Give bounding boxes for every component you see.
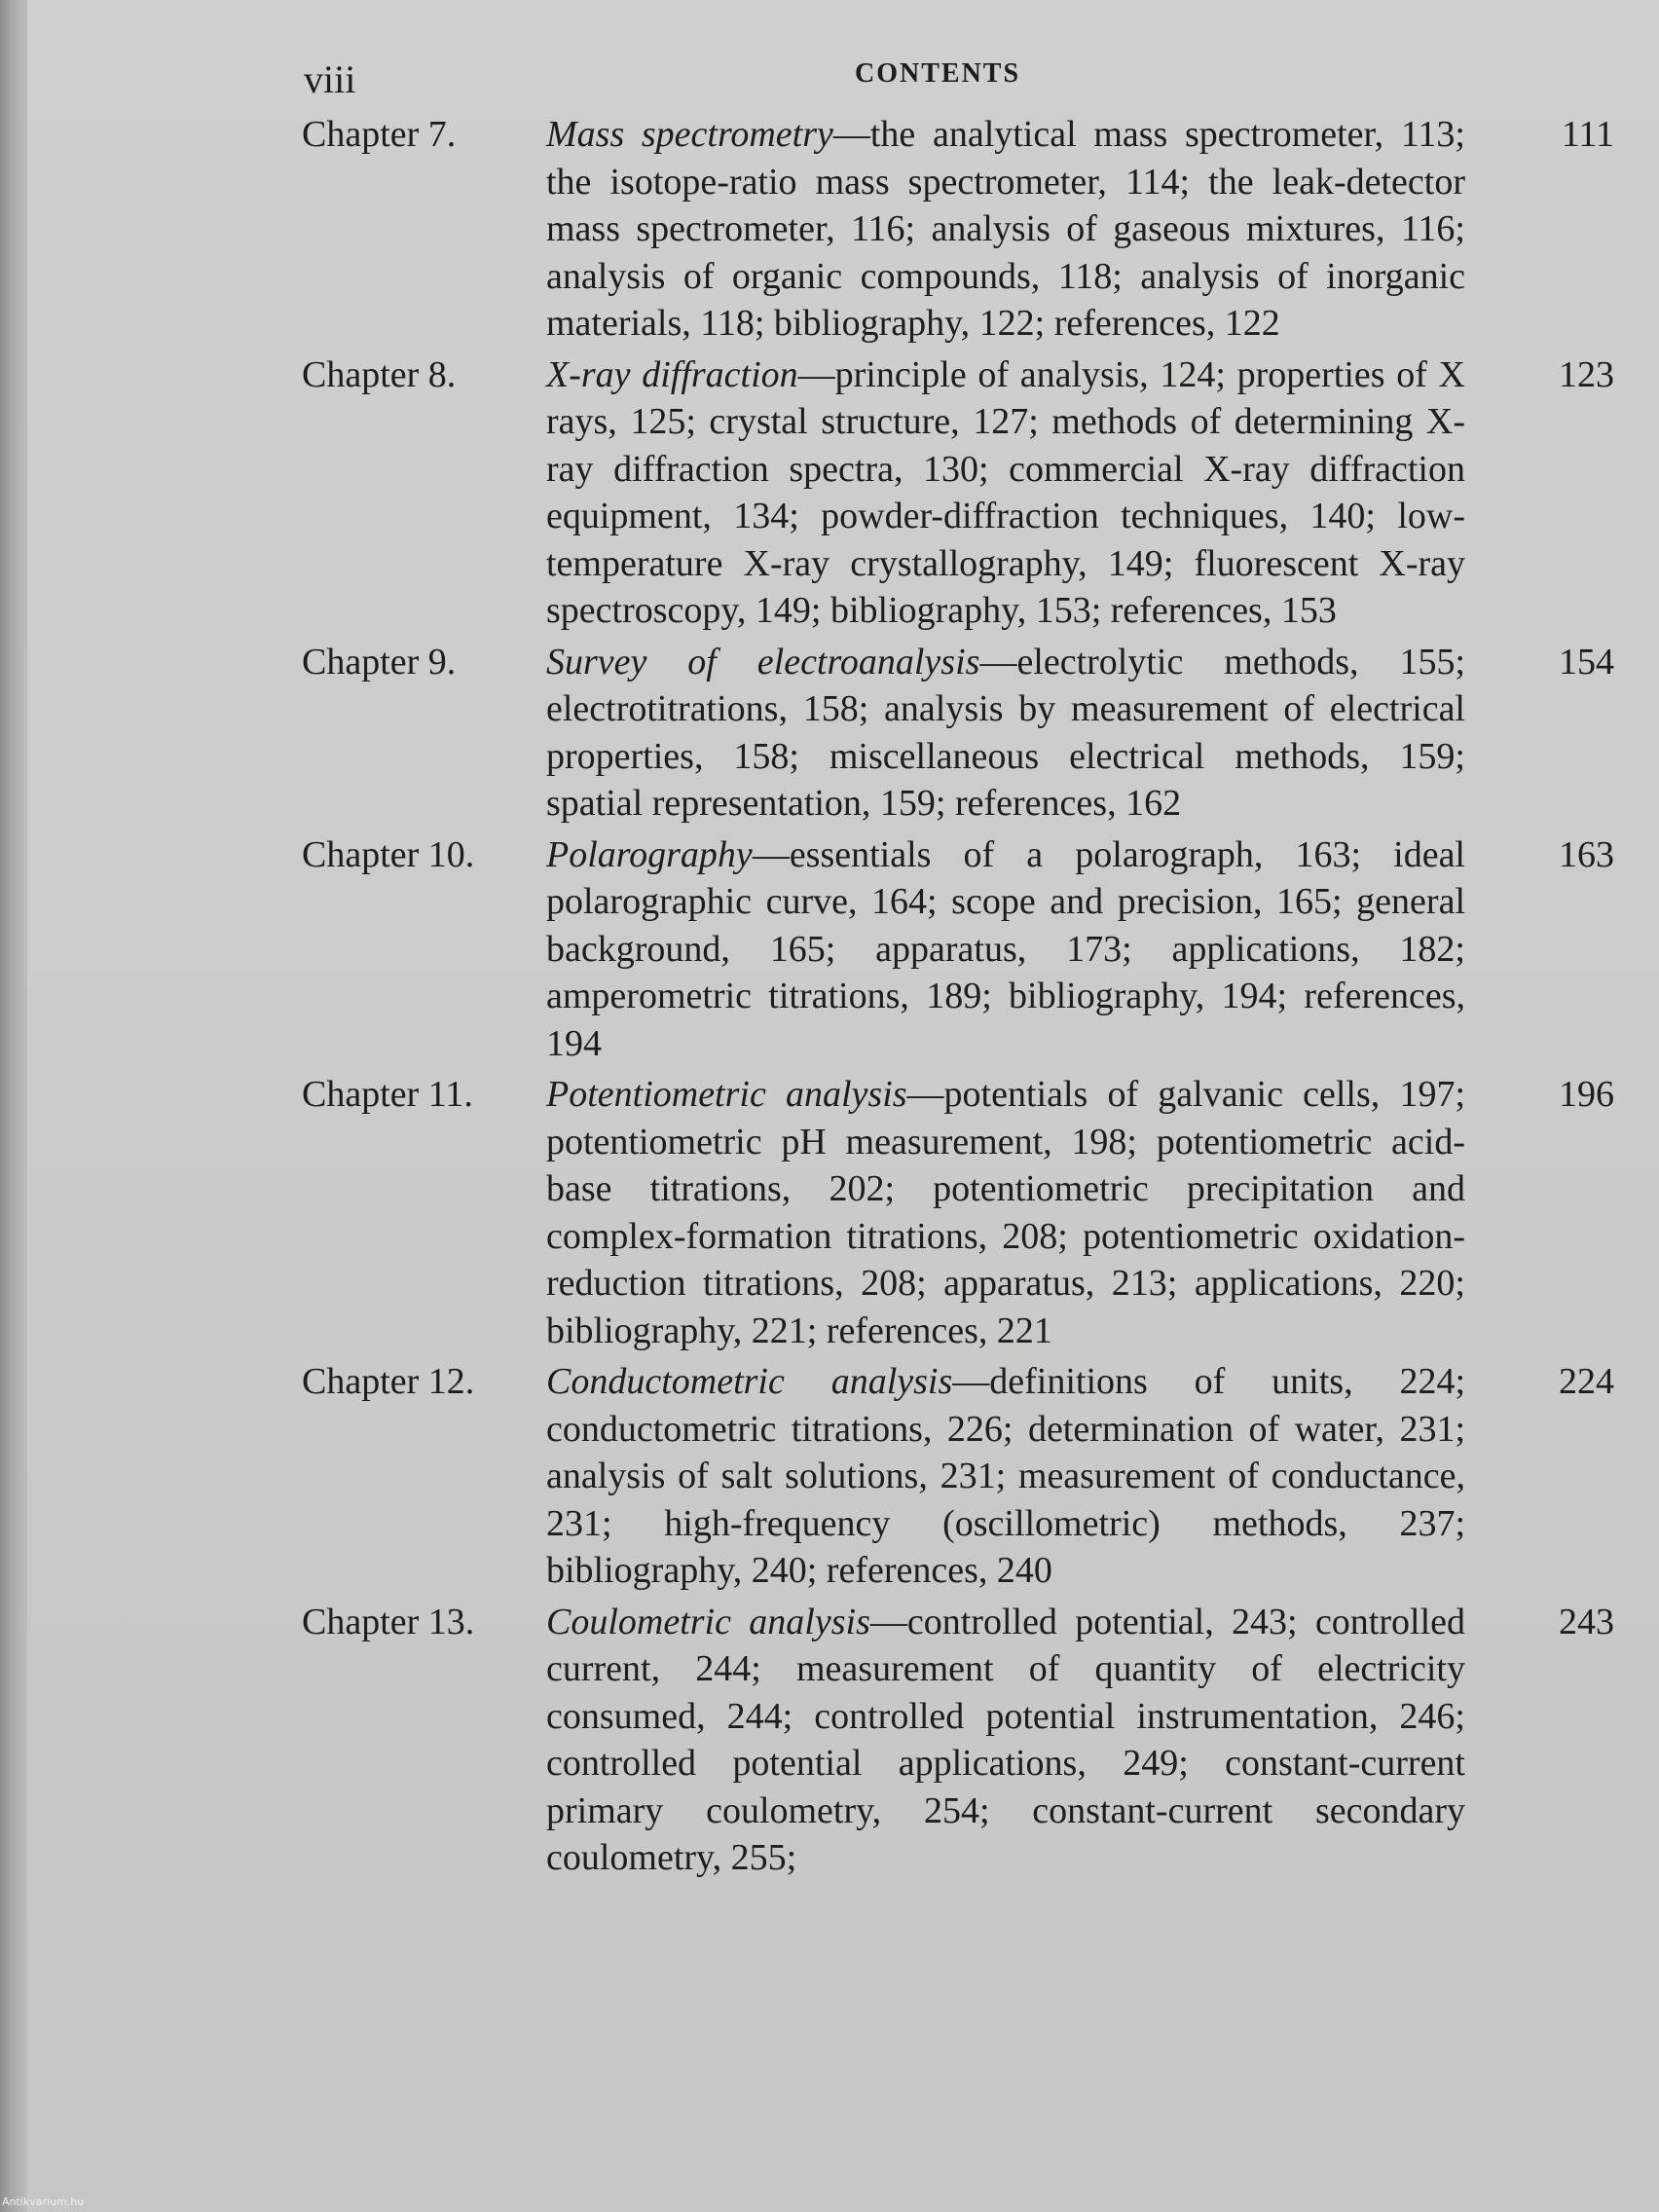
chapter-title: X-ray diffraction <box>546 353 798 395</box>
chapter-title: Polarography <box>546 833 753 875</box>
chapter-title: Conductometric analysis <box>546 1361 953 1402</box>
chapter-topics: —essentials of a polarograph, 163; ideal polarographic curve, 164; scope and precision, 165; general background, 165; apparatus, 173; applications, 182; amperometric titrations, 189; bibliography, 194; references, 194 <box>546 833 1465 1064</box>
chapter-description <box>546 111 1465 348</box>
chapter-page-number: 224 <box>1559 1361 1614 1402</box>
chapter-topics: —the analytical mass spectrometer, 113; the isotope-ratio mass spectrometer, 114; the leak-detector mass spectrometer, 116; analysis of gaseous mixtures, 116; analysis of organic compounds, 118; analysis of inorganic materials, 118; bibliography, 122; references, 122 <box>546 114 1465 344</box>
toc-entry-chapter-7 <box>27 111 1659 348</box>
chapter-description <box>546 1599 1465 1882</box>
chapter-topics: —definitions of units, 224; conductometric titrations, 226; determination of water, 231; analysis of salt solutions, 231; measurement of conductance, 231; high-frequency (oscillometric) methods, 237; bibliography, 240; references, 240 <box>546 1361 1465 1591</box>
chapter-topics: —electrolytic methods, 155; electrotitrations, 158; analysis by measurement of electrical properties, 158; miscellaneous electrical methods, 159; spatial representation, 159; references, 162 <box>546 641 1466 824</box>
book-page <box>27 0 1659 2212</box>
chapter-page-number: 123 <box>1559 353 1614 395</box>
toc-entry-chapter-13 <box>27 1599 1659 1882</box>
chapter-page-number: 243 <box>1559 1601 1614 1642</box>
chapter-title: Survey of electroanalysis <box>546 641 980 682</box>
watermark: Antikvarium.hu <box>2 2195 85 2208</box>
chapter-label: Chapter 9. <box>302 641 457 682</box>
chapter-page-number: 111 <box>1561 114 1614 155</box>
toc-entry-chapter-12 <box>27 1358 1659 1595</box>
chapter-label: Chapter 11. <box>302 1074 473 1115</box>
running-head: CONTENTS <box>855 58 1021 89</box>
chapter-page-number: 163 <box>1559 833 1614 875</box>
chapter-label: Chapter 7. <box>302 114 457 155</box>
chapter-description <box>546 1071 1465 1354</box>
chapter-label: Chapter 8. <box>302 353 457 395</box>
chapter-label: Chapter 10. <box>302 833 475 875</box>
page-header <box>27 49 1659 101</box>
book-spine <box>0 0 27 2212</box>
chapter-topics: —principle of analysis, 124; properties of X rays, 125; crystal structure, 127; methods of determining X-ray diffraction spectra, 130; commercial X-ray diffraction equipment, 134; powder-diffraction techniques, 140; low-temperature X-ray crystallography, 149; fluorescent X-ray spectroscopy, 149; bibliography, 153; references, 153 <box>546 353 1465 631</box>
toc-entry-chapter-9 <box>27 639 1659 828</box>
chapter-description <box>546 351 1465 635</box>
chapter-title: Potentiometric analysis <box>546 1074 907 1115</box>
page-number: viii <box>304 57 356 101</box>
chapter-description <box>546 1358 1465 1595</box>
toc-entry-chapter-11 <box>27 1071 1659 1354</box>
toc-entry-chapter-8 <box>27 351 1659 635</box>
chapter-description <box>546 639 1465 828</box>
chapter-label: Chapter 12. <box>302 1361 475 1402</box>
chapter-description <box>546 831 1465 1068</box>
chapter-topics: —controlled potential, 243; controlled current, 244; measurement of quantity of electricity consumed, 244; controlled potential instrumentation, 246; controlled potential applications, 249; constant-current primary coulometry, 254; constant-current secondary coulometry, 255; <box>546 1601 1465 1878</box>
chapter-title: Coulometric analysis <box>546 1601 870 1642</box>
toc-entry-chapter-10 <box>27 831 1659 1068</box>
table-of-contents <box>27 111 1659 1886</box>
chapter-label: Chapter 13. <box>302 1601 475 1642</box>
chapter-page-number: 154 <box>1559 641 1614 682</box>
chapter-topics: —potentials of galvanic cells, 197; potentiometric pH measurement, 198; potentiometric acid-base titrations, 202; potentiometric precipitation and complex-formation titrations, 208; potentiometric oxidation-reduction titrations, 208; apparatus, 213; applications, 220; bibliography, 221; references, 221 <box>546 1074 1465 1351</box>
chapter-page-number: 196 <box>1559 1074 1614 1115</box>
chapter-title: Mass spectrometry <box>546 114 833 155</box>
